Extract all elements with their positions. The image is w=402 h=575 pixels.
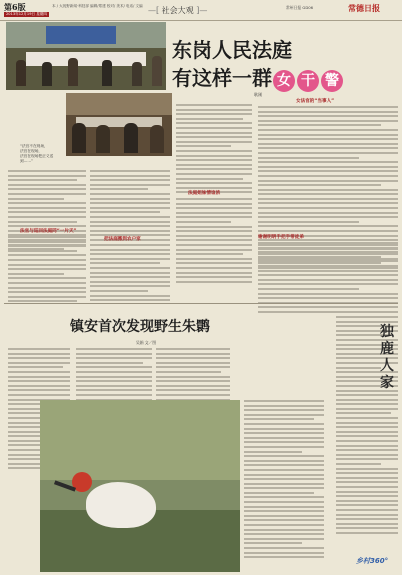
headline-line-2 [172,62,344,92]
newspaper-logo: 常德日报 [348,3,380,13]
sidebar-ad [356,548,398,568]
headline-line-1: 东岗人民法庭 [172,38,292,62]
subhead-1: 法官与巡回法庭同“一片天” [20,229,77,234]
caption-line-1: “法官不在现场， [20,144,48,148]
page-number: 第6版 [4,2,26,12]
subhead-4: 女法官的“当事人” [296,99,335,104]
sidebar-title-char-1: 独 [380,324,394,340]
headline-part-a: 有这样一群 [172,66,272,90]
header-bar [0,0,402,21]
photo-caption [20,144,62,164]
meeting-photo [66,93,172,156]
sidebar-title-char-4: 家 [380,375,394,391]
bottom-byline: 吴娟 文／图 [136,340,157,345]
headline-byline: 耿刚 [254,92,262,97]
caption-line-2: 法官在现场， [20,149,43,153]
sidebar-title-char-2: 鹿 [380,341,394,357]
ibis-photo [40,400,240,572]
section-label: 社会大观 [161,6,194,15]
subhead-2: 把法庭搬到农户家 [104,237,141,242]
bottom-headline: 镇安首次发现野生朱鹮 [70,319,210,335]
bottom-text-col-4 [244,400,324,561]
caption-line-3: 法官在现场把正义送到……” [20,154,54,163]
court-photo [6,22,166,90]
headline-char-1: 女 [273,70,295,92]
section-title: —[ 社会大观 ]— [148,6,208,15]
text-column-2b [90,244,170,304]
text-column-1b [8,236,86,305]
subhead-5: 谢谢明明手把手带徒弟 [258,235,304,240]
headline-char-2: 干 [297,70,319,92]
ibis-bird [86,482,156,528]
sidebar-title-char-3: 人 [380,358,394,374]
text-column-3 [176,104,252,196]
header-right-text: 常州日报 GD06 [286,5,314,10]
date-badge: 2013年12月19日 星期四 [6,12,47,16]
meta-line: 本 / 大视野新闻·科技部 编辑/郑建 校对/ 美术/ 电话/ 文编 [52,4,143,8]
sidebar-title [376,324,398,392]
text-column-5 [258,242,398,316]
subhead-3: 法庭姐妹情谊浓 [188,191,221,196]
section-divider [4,303,398,304]
headline-char-3: 警 [321,70,343,92]
text-column-3b [176,198,252,285]
ad-logo-text: 乡村360° [356,557,389,565]
